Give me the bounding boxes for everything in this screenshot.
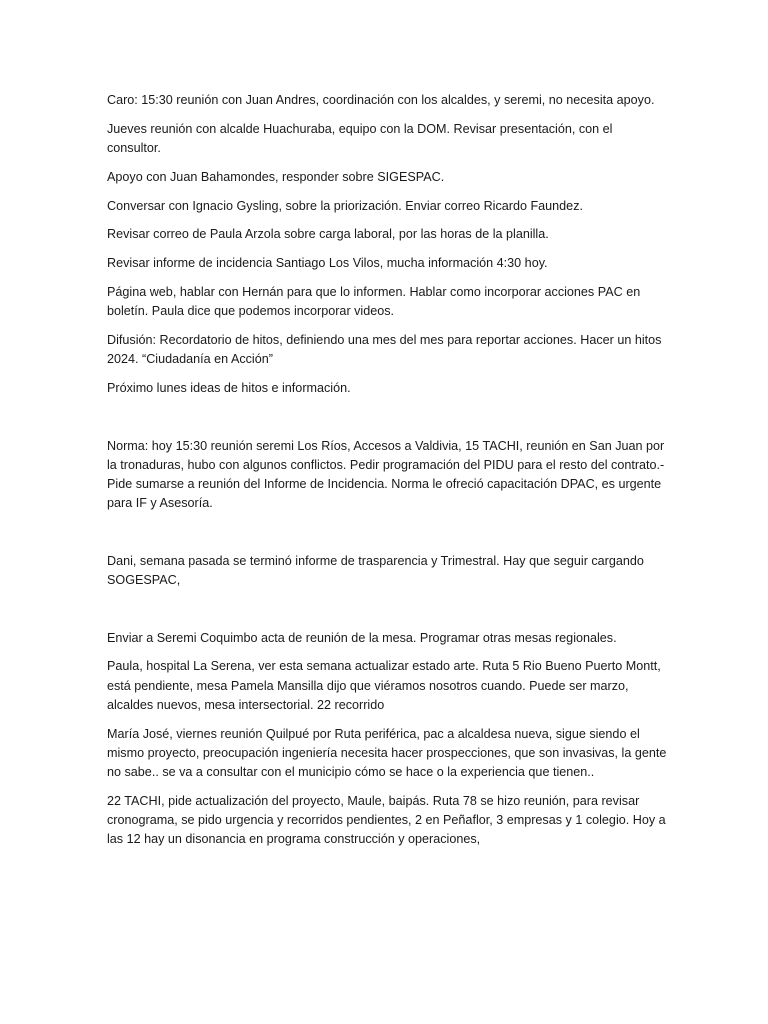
note-arzola: Revisar correo de Paula Arzola sobre carga laboral, por las horas de la planilla. <box>107 227 549 242</box>
note-difusion: Difusión: Recordatorio de hitos, definiendo una mes del mes para reportar acciones. Hacer un hitos 2024. “Ciudadanía en Acción” <box>107 332 662 367</box>
document-page <box>107 91 667 859</box>
note-proximo-lunes: Próximo lunes ideas de hitos e información. <box>107 380 351 395</box>
note-maria-jose: María José, viernes reunión Quilpué por Ruta periférica, pac a alcaldesa nueva, sigue siendo el mismo proyecto, preocupación ingeniería necesita hacer prospecciones, que son invasivas, la gente no sabe.. se va a consultar con el municipio cómo se hace o la experiencia que tienen.. <box>107 726 667 779</box>
note-norma: Norma: hoy 15:30 reunión seremi Los Ríos, Accesos a Valdivia, 15 TACHI, reunión en San Juan por la tronaduras, hubo con algunos conflictos. Pedir programación del PIDU para el resto del contrato.- Pide sumarse a reunión del Informe de Incidencia. Norma le ofreció capacitación DPAC, es urgente para IF y Asesoría. <box>107 438 665 511</box>
note-bahamondes: Apoyo con Juan Bahamondes, responder sobre SIGESPAC. <box>107 169 445 184</box>
paragraph-spacer <box>107 600 667 629</box>
note-jueves: Jueves reunión con alcalde Huachuraba, equipo con la DOM. Revisar presentación, con el consultor. <box>107 121 613 155</box>
note-paula-hospital: Paula, hospital La Serena, ver esta semana actualizar estado arte. Ruta 5 Rio Bueno Puerto Montt, está pendiente, mesa Pamela Mansilla dijo que viéramos nosotros cuando. Puede ser marzo, alcaldes nuevos, mesa intersectorial. 22 recorrido <box>107 659 661 712</box>
note-caro: Caro: 15:30 reunión con Juan Andres, coordinación con los alcaldes, y seremi, no necesita apoyo. <box>107 93 655 107</box>
paragraph-spacer <box>107 523 667 552</box>
note-coquimbo: Enviar a Seremi Coquimbo acta de reunión de la mesa. Programar otras mesas regionales. <box>107 630 617 645</box>
paragraph-spacer <box>107 408 667 437</box>
note-tachi: 22 TACHI, pide actualización del proyecto, Maule, baipás. Ruta 78 se hizo reunión, para revisar cronograma, se pido urgencia y recorridos pendientes, 2 en Peñaflor, 3 empresas y 1 colegio. Hoy a las 12 hay un disonancia en programa construcción y operaciones, <box>107 793 666 847</box>
note-pagina-web: Página web, hablar con Hernán para que lo informen. Hablar como incorporar acciones PAC en boletín. Paula dice que podemos incorporar videos. <box>107 284 641 319</box>
note-dani: Dani, semana pasada se terminó informe de trasparencia y Trimestral. Hay que seguir cargando SOGESPAC, <box>107 553 644 587</box>
note-incidencia: Revisar informe de incidencia Santiago Los Vilos, mucha información 4:30 hoy. <box>107 256 548 271</box>
note-gysling: Conversar con Ignacio Gysling, sobre la priorización. Enviar correo Ricardo Faundez. <box>107 198 583 213</box>
